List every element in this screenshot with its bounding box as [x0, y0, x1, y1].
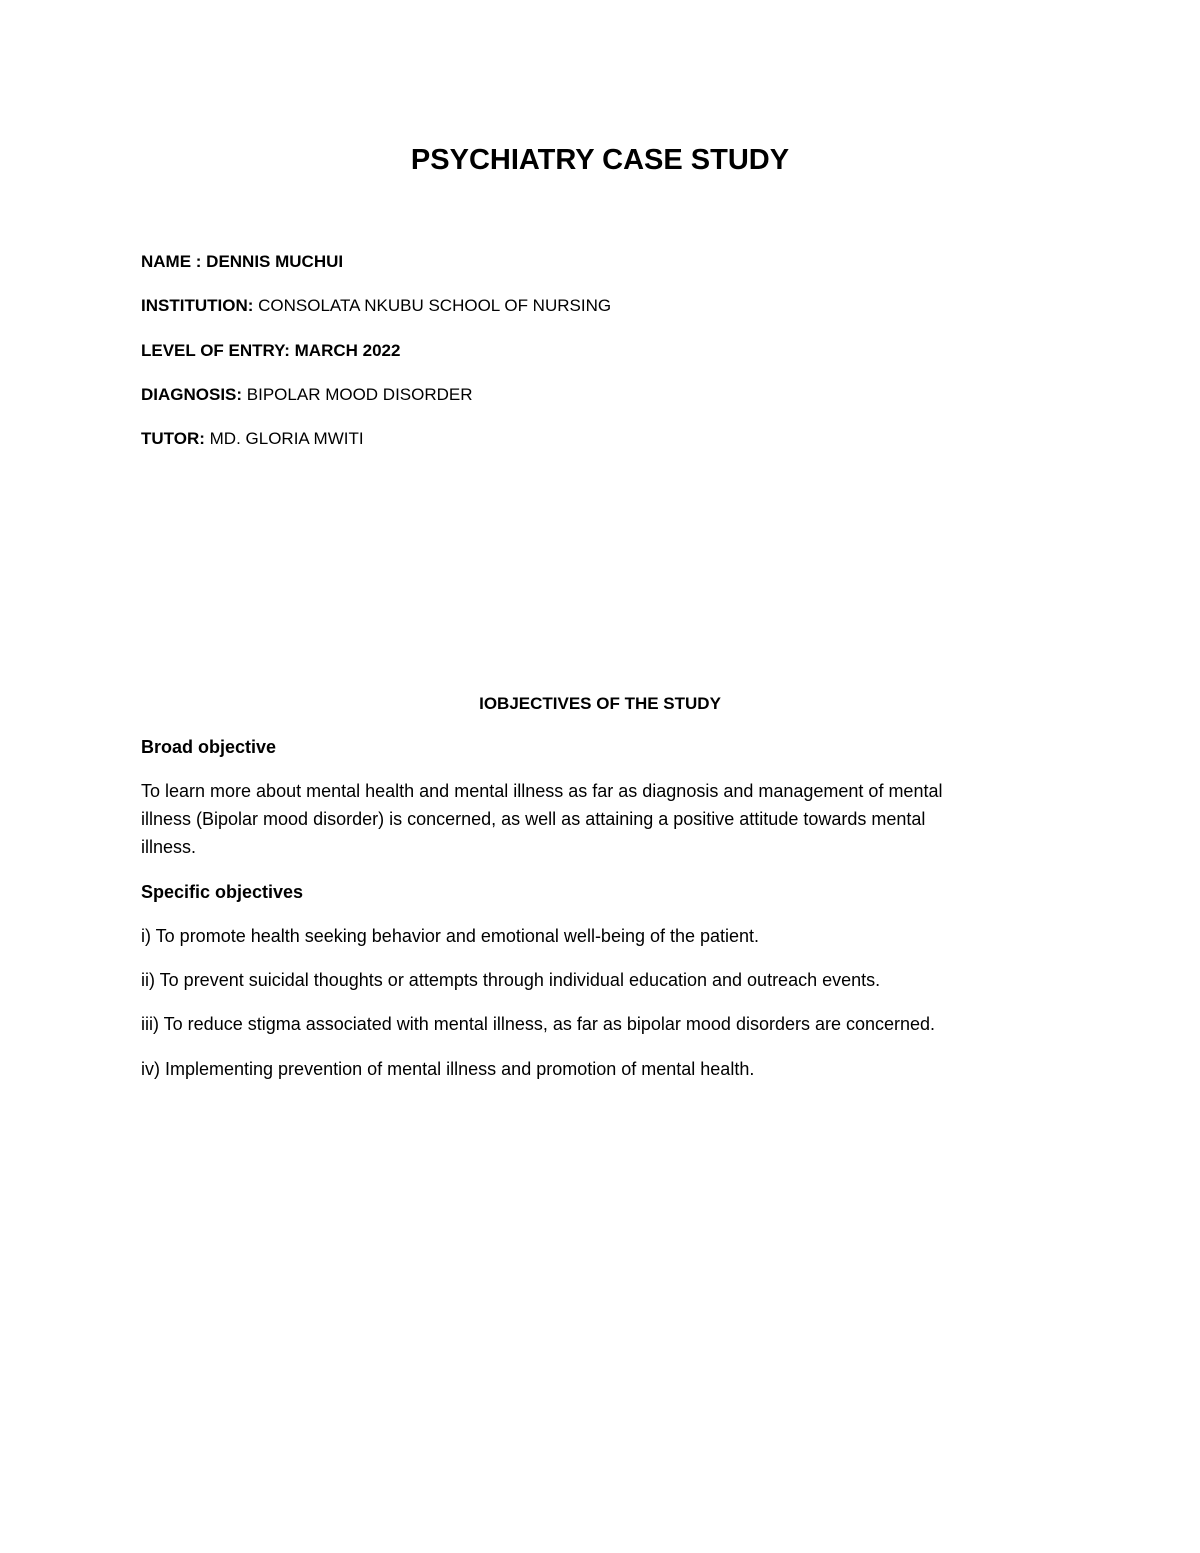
name-label: NAME : DENNIS MUCHUI	[141, 252, 344, 271]
tutor-line	[141, 429, 364, 449]
institution-value: CONSOLATA NKUBU SCHOOL OF NURSING	[253, 296, 612, 315]
broad-objective-line: illness (Bipolar mood disorder) is concerned, as well as attaining a positive attitude towards mental	[141, 809, 926, 829]
broad-objective-line: To learn more about mental health and mental illness as far as diagnosis and management of mental	[141, 781, 943, 801]
page-title: PSYCHIATRY CASE STUDY	[410, 144, 790, 176]
broad-objective-heading	[141, 737, 276, 758]
tutor-label: TUTOR:	[141, 429, 205, 448]
specific-objective-item: i) To promote health seeking behavior and emotional well-being of the patient.	[141, 926, 760, 946]
diagnosis-label: DIAGNOSIS:	[141, 385, 243, 404]
entry-label: LEVEL OF ENTRY: MARCH 2022	[141, 341, 401, 360]
entry-line	[141, 341, 400, 361]
specific-objective-item: ii) To prevent suicidal thoughts or attempts through individual education and outreach events.	[141, 970, 881, 990]
broad-objective-paragraph	[141, 777, 1041, 861]
tutor-value: MD. GLORIA MWITI	[204, 429, 364, 448]
diagnosis-line	[141, 385, 473, 405]
specific-objectives-heading-text: Specific objectives	[141, 882, 304, 902]
name-line	[141, 252, 343, 272]
specific-objective-item: iii) To reduce stigma associated with mental illness, as far as bipolar mood disorders are concerned.	[141, 1014, 936, 1034]
specific-objectives-heading	[141, 882, 303, 903]
institution-line	[141, 296, 611, 316]
institution-label: INSTITUTION:	[141, 296, 254, 315]
broad-objective-heading-text: Broad objective	[141, 737, 277, 757]
broad-objective-line: illness.	[141, 837, 197, 857]
objectives-heading: IOBJECTIVES OF THE STUDY	[479, 694, 721, 713]
diagnosis-value: BIPOLAR MOOD DISORDER	[242, 385, 473, 404]
specific-objective-item: iv) Implementing prevention of mental illness and promotion of mental health.	[141, 1059, 755, 1079]
